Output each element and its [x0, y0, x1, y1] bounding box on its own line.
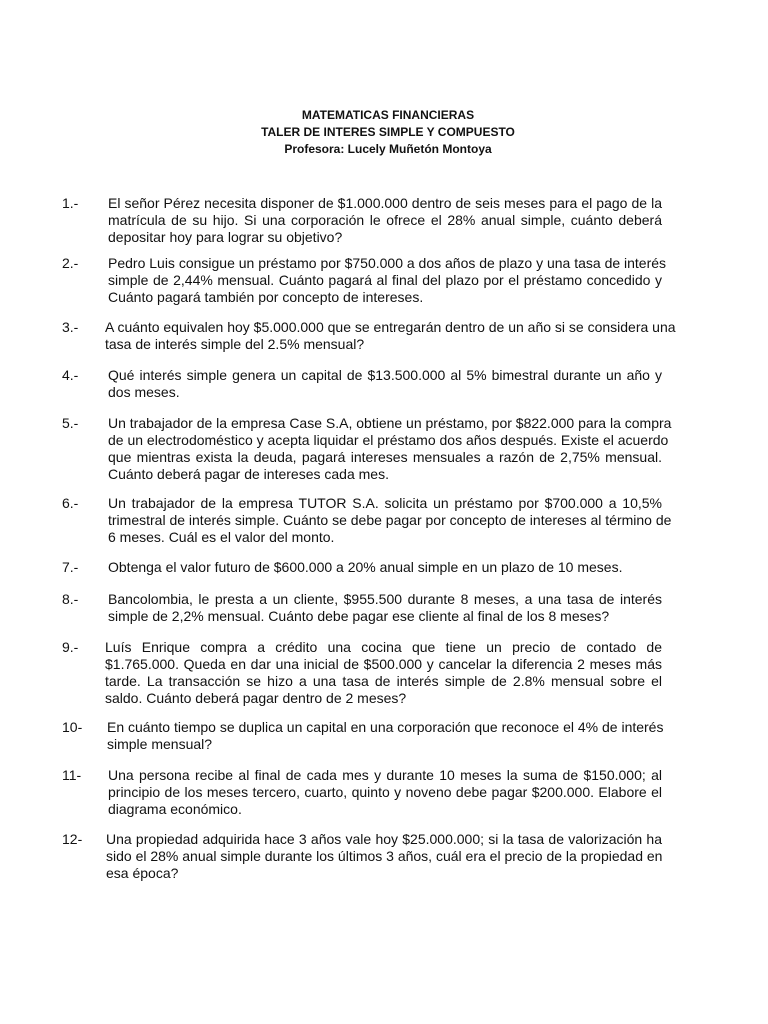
exercise-text-line: principio de los meses tercero, cuarto, quinto y noveno debe pagar $200.000. Elabore el: [108, 784, 662, 800]
exercise-text: [108, 767, 662, 818]
exercise-text-line: Pedro Luis consigue un préstamo por $750.000 a dos años de plazo y una tasa de interés: [108, 255, 667, 271]
exercise-text-line: que mientras exista la deuda, pagará intereses mensuales a razón de 2,75% mensual.: [108, 449, 662, 465]
exercise-text: [108, 367, 662, 401]
exercise-text: [108, 255, 667, 306]
exercise-text-line: de un electrodoméstico y acepta liquidar el préstamo dos años después. Existe el acuerdo: [108, 432, 669, 448]
exercise-text: [108, 591, 662, 625]
exercise-text: [108, 559, 662, 576]
document-title: MATEMATICAS FINANCIERAS: [301, 108, 475, 122]
exercise-text-line: Bancolombia, le presta a un cliente, $955.500 durante 8 meses, a una tasa de interés: [108, 591, 662, 607]
document-header: [0, 107, 768, 158]
exercise-text-line: Luís Enrique compra a crédito una cocina que tiene un precio de contado de: [105, 639, 662, 655]
document-subtitle: TALER DE INTERES SIMPLE Y COMPUESTO: [261, 125, 515, 139]
exercise-text-line: matrícula de su hijo. Si una corporación le ofrece el 28% anual simple, cuánto deberá: [108, 212, 662, 228]
exercise-text-line: En cuánto tiempo se duplica un capital en una corporación que reconoce el 4% de interés: [107, 719, 664, 735]
teacher-name: Profesora: Lucely Muñetón Montoya: [284, 142, 492, 156]
exercise-text: [108, 195, 662, 246]
exercise-text-line: sido el 28% anual simple durante los últimos 3 años, cuál era el precio de la propiedad en: [106, 848, 663, 864]
exercise-text-line: 6 meses. Cuál es el valor del monto.: [108, 529, 335, 545]
exercise-text-line: Una propiedad adquirida hace 3 años vale hoy $25.000.000; si la tasa de valorización ha: [106, 831, 662, 847]
exercise-text-line: $1.765.000. Queda en dar una inicial de $500.000 y cancelar la diferencia 2 meses más: [105, 656, 662, 672]
exercise-number: 3.-: [62, 319, 79, 335]
exercise-text-line: A cuánto equivalen hoy $5.000.000 que se entregarán dentro de un año si se considera una: [105, 319, 676, 335]
exercise-text-line: Cuánto deberá pagar de intereses cada mes.: [108, 466, 389, 482]
exercise-text-line: simple de 2,44% mensual. Cuánto pagará al final del plazo por el préstamo concedido y: [108, 272, 662, 288]
exercise-text: [107, 719, 662, 753]
exercise-number: 1.-: [62, 195, 79, 211]
exercise-text-line: Cuánto pagará también por concepto de intereses.: [108, 289, 424, 305]
exercise-text-line: Un trabajador de la empresa Case S.A, obtiene un préstamo, por $822.000 para la compra: [108, 415, 672, 431]
exercise-text-line: trimestral de interés simple. Cuánto se debe pagar por concepto de intereses al término de: [108, 512, 672, 528]
exercise-text-line: Una persona recibe al final de cada mes y durante 10 meses la suma de $150.000; al: [108, 767, 662, 783]
exercise-text-line: Obtenga el valor futuro de $600.000 a 20% anual simple en un plazo de 10 meses.: [108, 559, 623, 575]
exercise-text-line: depositar hoy para lograr su objetivo?: [108, 229, 343, 245]
exercise-number: 10-: [62, 719, 83, 735]
exercise-number: 9.-: [62, 639, 79, 655]
exercise-text-line: diagrama económico.: [108, 801, 242, 817]
exercise-text-line: Un trabajador de la empresa TUTOR S.A. solicita un préstamo por $700.000 a 10,5%: [108, 495, 662, 511]
exercise-number: 7.-: [62, 559, 79, 575]
exercise-text-line: tarde. La transacción se hizo a una tasa de interés simple de 2.8% mensual sobre el: [105, 673, 662, 689]
exercise-text-line: tasa de interés simple del 2.5% mensual?: [105, 336, 365, 352]
exercise-text-line: simple mensual?: [107, 736, 213, 752]
exercise-number: 2.-: [62, 255, 79, 271]
exercise-number: 11-: [62, 767, 82, 783]
exercise-number: 8.-: [62, 591, 79, 607]
exercise-text: [108, 495, 672, 546]
exercise-text: [105, 639, 662, 707]
exercise-text: [105, 319, 676, 353]
exercise-number: 12-: [62, 831, 83, 847]
exercise-text-line: Qué interés simple genera un capital de $13.500.000 al 5% bimestral durante un año y: [108, 367, 662, 383]
exercise-text-line: dos meses.: [108, 384, 180, 400]
exercise-number: 5.-: [62, 415, 79, 431]
exercise-text-line: El señor Pérez necesita disponer de $1.000.000 dentro de seis meses para el pago de la: [108, 195, 662, 211]
exercise-number: 4.-: [62, 367, 79, 383]
exercise-text: [106, 831, 662, 882]
exercise-text: [108, 415, 672, 483]
exercise-text-line: saldo. Cuánto deberá pagar dentro de 2 meses?: [105, 690, 407, 706]
exercise-text-line: esa época?: [106, 865, 179, 881]
exercise-text-line: simple de 2,2% mensual. Cuánto debe pagar ese cliente al final de los 8 meses?: [108, 608, 610, 624]
exercise-number: 6.-: [62, 495, 79, 511]
